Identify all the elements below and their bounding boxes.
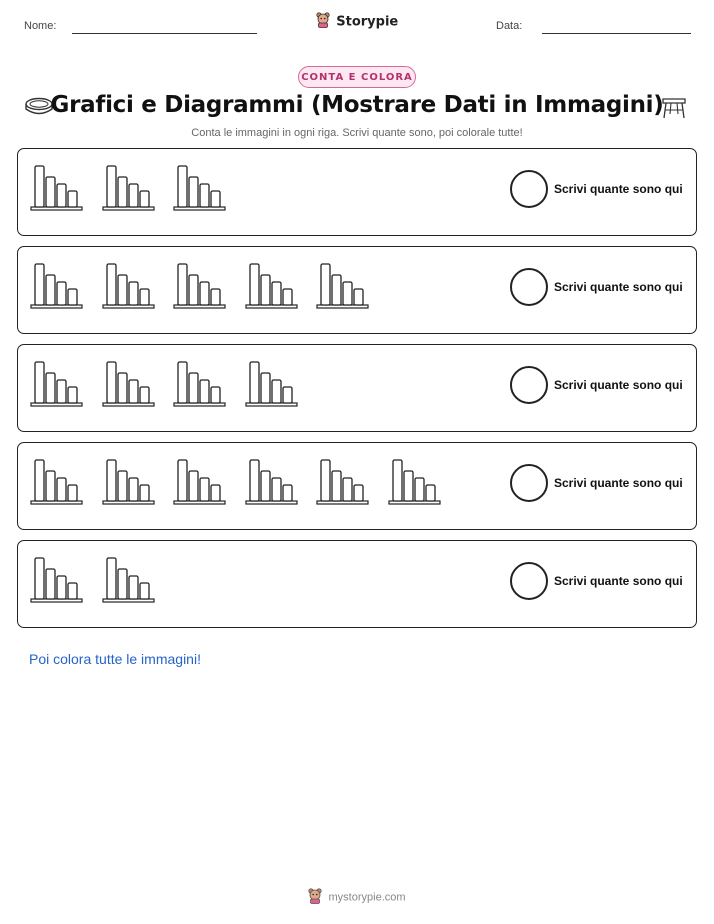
answer-label: Scrivi quante sono qui [554,574,683,588]
answer-circle[interactable] [510,562,548,600]
answer-circle[interactable] [510,464,548,502]
bar-chart-icon[interactable] [102,163,156,217]
bar-chart-icon[interactable] [102,555,156,609]
date-label: Data: [496,20,523,32]
bar-chart-icon[interactable] [316,457,370,511]
name-line[interactable] [72,33,257,34]
footer-instruction: Poi colora tutte le immagini! [29,651,201,667]
bear-logo-icon [308,888,322,907]
bar-chart-icon[interactable] [245,457,299,511]
bar-chart-icon[interactable] [173,457,227,511]
answer-label: Scrivi quante sono qui [554,378,683,392]
answer-circle[interactable] [510,366,548,404]
brand-name: Storypie [336,14,399,30]
bar-chart-icon[interactable] [388,457,442,511]
bar-chart-icon[interactable] [245,359,299,413]
bear-logo-icon [316,12,330,32]
site-footer [0,888,714,907]
bar-chart-icon[interactable] [30,261,84,315]
brand [0,12,714,32]
counting-row [17,344,697,432]
answer-label: Scrivi quante sono qui [554,476,683,490]
name-label: Nome: [24,20,57,32]
counting-row [17,540,697,628]
bar-chart-icon[interactable] [173,163,227,217]
bar-chart-icon[interactable] [102,359,156,413]
worksheet-title: Grafici e Diagrammi (Mostrare Dati in Immagini) [50,92,664,118]
counting-row [17,148,697,236]
counting-row [17,246,697,334]
bar-chart-icon[interactable] [245,261,299,315]
answer-circle[interactable] [510,268,548,306]
worksheet-instructions: Conta le immagini in ogni riga. Scrivi quante sono, poi colorale tutte! [191,127,523,139]
activity-badge: CONTA E COLORA [298,66,416,88]
bar-chart-icon[interactable] [30,163,84,217]
site-url: mystorypie.com [328,891,406,904]
bar-chart-icon[interactable] [30,555,84,609]
bar-chart-icon[interactable] [30,359,84,413]
date-line[interactable] [542,33,691,34]
bar-chart-icon[interactable] [30,457,84,511]
bar-chart-icon[interactable] [102,261,156,315]
counting-row [17,442,697,530]
bar-chart-icon[interactable] [102,457,156,511]
answer-label: Scrivi quante sono qui [554,280,683,294]
bar-chart-icon[interactable] [173,359,227,413]
bar-chart-icon[interactable] [173,261,227,315]
bar-chart-icon[interactable] [316,261,370,315]
answer-label: Scrivi quante sono qui [554,182,683,196]
answer-circle[interactable] [510,170,548,208]
